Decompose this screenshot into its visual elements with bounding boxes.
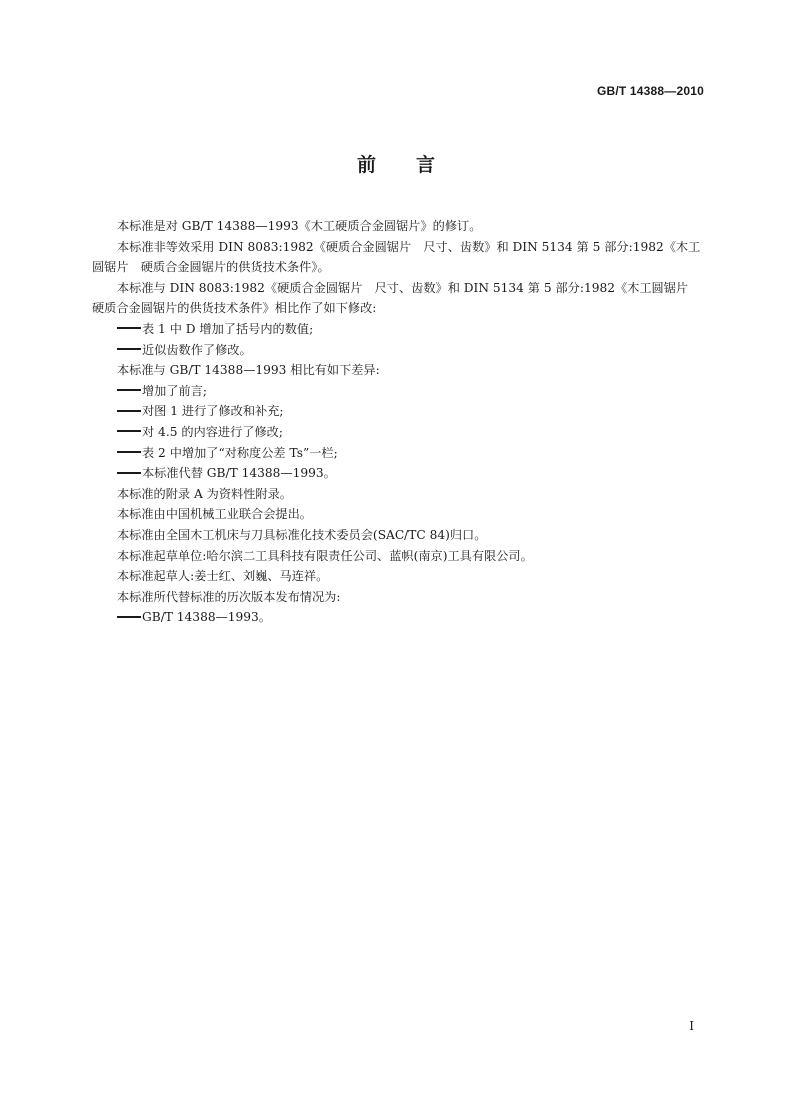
- paragraph-appendix: 本标准的附录 A 为资料性附录。: [117, 486, 292, 501]
- paragraph-committee: 本标准由全国木工机床与刀具标准化技术委员会(SAC/TC 84)归口。: [117, 527, 487, 542]
- paragraph-history-intro: 本标准所代替标准的历次版本发布情况为:: [117, 589, 341, 604]
- paragraph-proposer: 本标准由中国机械工业联合会提出。: [117, 507, 312, 522]
- paragraph-diff-intro: 本标准与 GB/T 14388—1993 相比有如下差异:: [117, 363, 380, 378]
- paragraph-revision: 本标准是对 GB/T 14388—1993《木工硬质合金圆锯片》的修订。: [117, 219, 482, 233]
- list-item-text: 对 4.5 的内容进行了修改;: [142, 424, 283, 439]
- list-item-text: 对图 1 进行了修改和补充;: [142, 404, 284, 419]
- dash-mark: [117, 472, 141, 474]
- list-item-text: 增加了前言;: [142, 383, 208, 398]
- list-item-text: GB/T 14388—1993。: [142, 610, 271, 625]
- dash-mark: [117, 327, 141, 329]
- document-body: [92, 216, 704, 628]
- list-item: [92, 340, 704, 361]
- dash-mark: [117, 616, 141, 618]
- dash-mark: [117, 430, 141, 432]
- dash-mark: [117, 410, 141, 412]
- standard-code: GB/T 14388—2010: [596, 84, 704, 98]
- list-item: [92, 422, 704, 443]
- paragraph-drafting-units: 本标准起草单位:哈尔滨二工具科技有限责任公司、蓝帜(南京)工具有限公司。: [117, 548, 533, 563]
- paragraph-drafters: 本标准起草人:姜士红、刘巍、马连祥。: [117, 569, 329, 584]
- dash-mark: [117, 389, 141, 391]
- list-item-text: 近似齿数作了修改。: [142, 342, 252, 357]
- list-item: [92, 401, 704, 422]
- list-item: [92, 381, 704, 402]
- list-item: [92, 443, 704, 464]
- list-item: [92, 463, 704, 484]
- paragraph-comparison-din: 本标准与 DIN 8083:1982《硬质合金圆锯片 尺寸、齿数》和 DIN 5134 第 5 部分:1982《木工圆锯片 硬质合金圆锯片的供货技术条件》相比作了如下修改:: [92, 280, 701, 316]
- list-item: [92, 319, 704, 340]
- dash-mark: [117, 451, 141, 453]
- paragraph-adoption: 本标准非等效采用 DIN 8083:1982《硬质合金圆锯片 尺寸、齿数》和 DIN 5134 第 5 部分:1982《木工圆锯片 硬质合金圆锯片的供货技术条件》。: [92, 239, 701, 275]
- list-item-text: 表 2 中增加了“对称度公差 Ts”一栏;: [142, 445, 338, 460]
- list-item: [92, 607, 704, 628]
- page-title: 前言: [356, 154, 475, 176]
- list-item-text: 本标准代替 GB/T 14388—1993。: [142, 466, 336, 481]
- page-number: I: [689, 1019, 694, 1033]
- list-item-text: 表 1 中 D 增加了括号内的数值;: [142, 321, 314, 336]
- dash-mark: [117, 348, 141, 350]
